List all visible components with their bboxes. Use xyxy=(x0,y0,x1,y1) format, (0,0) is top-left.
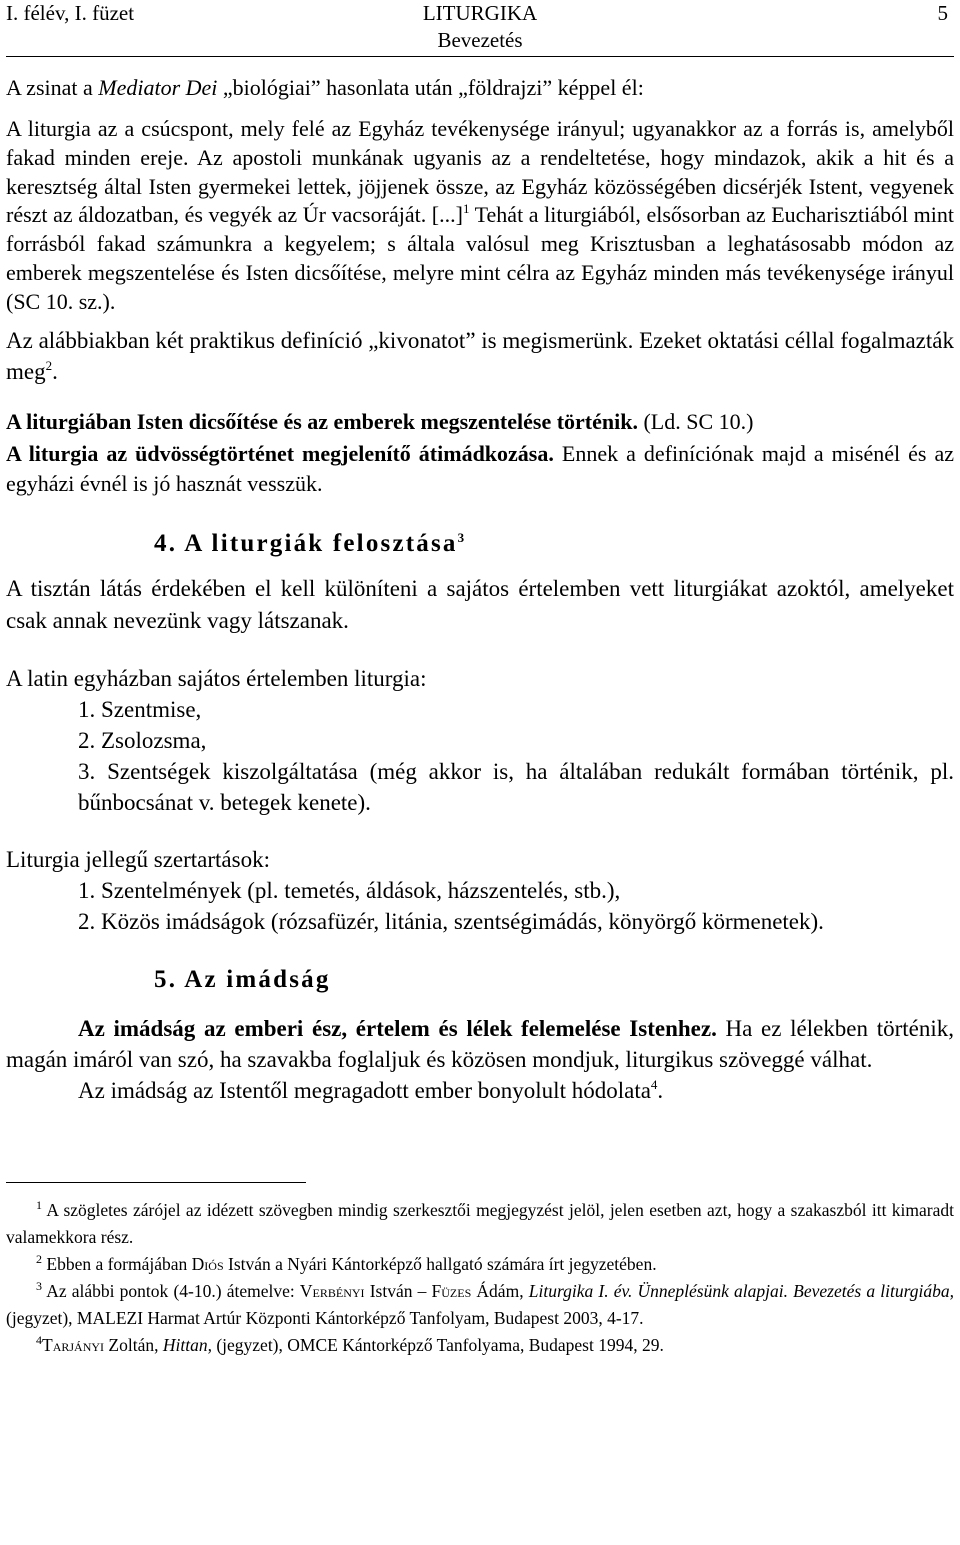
footnote-4: $^4$Tarjányi Zoltán, Hittan, (jegyzet), OMCE Kántorképző Tanfolyama, Budapest 1994, 29. xyxy=(36,1332,664,1355)
quote-paragraph: A liturgia az a csúcspont, mely felé az Egyház tevékenysége irányul; ugyanakkor az a forrás is, amelyből fakad minden ereje. Az apostoli munkának ugyanis az a rendeltetése, hogy mindazok, akik a hit és a keresztség által Isten gyermekei lettek, jöjjenek össze, az Egyház közösségében dicsérjék Istent, vegyenek részt az áldozatban, és vegyék az Úr vacsoráját. [...]$^1$ Tehát a liturgiából, elsősorban az Eucharisztiából mint forrásból fakad számunkra a kegyelem; s általa valósul meg Krisztusban a leghatásosabb módon az emberek megszentelése és Isten dicsőítése, melyre mint célra az Egyház minden más tevékenysége irányul (SC 10. sz.). xyxy=(6,116,955,314)
latin-liturgy-intro: A latin egyházban sajátos értelemben liturgia: xyxy=(6,665,427,691)
intro-line: A zsinat a Mediator Dei „biológiai” hasonlata után „földrajzi” képpel él: xyxy=(6,75,644,100)
footnote-ref-3: 3 xyxy=(457,529,467,545)
footnote-ref-1: 1 xyxy=(462,201,470,217)
footnote-3: $^3$ Az alábbi pontok (4-10.) átemelve: Verbényi István – Füzes Ádám, Liturgika I. év. Ünneplésünk alapjai. Bevezetés a liturgiába, (jegyzet), MALEZI Harmat Artúr Központi Kántorképző Tanfolyam, Budapest 2003, 4-17. xyxy=(6,1278,954,1328)
page-header xyxy=(6,0,954,57)
section-4-heading: 4. A liturgiák felosztása$^3$ xyxy=(154,529,467,557)
definition-2: A liturgia az üdvösségtörténet megjelenítő átimádkozása. Ennek a definíciónak majd a misénél és az egyházi évnél is jó hasznát vesszük. xyxy=(6,440,955,496)
section-5-heading: 5. Az imádság xyxy=(154,965,331,993)
liturgy-like-list xyxy=(6,875,954,937)
footnotes xyxy=(6,1197,954,1359)
list-item: 1. Szentmise, xyxy=(78,696,202,722)
footnote-divider xyxy=(6,1182,306,1183)
liturgy-like-intro: Liturgia jellegű szertartások: xyxy=(6,846,270,872)
header-center xyxy=(6,0,954,54)
list-item: 1. Szentelmények (pl. temetés, áldások, házszentelés, stb.), xyxy=(78,877,621,903)
header-title: LITURGIKA xyxy=(422,1,538,25)
header-left: I. félév, I. füzet xyxy=(6,1,135,25)
prayer-definition: Az imádság az emberi ész, értelem és lélek felemelése Istenhez. Ha ez lélekben történik, magán imáról van szó, ha szavakba foglaljuk és közösen mondjuk, liturgikus szöveggé válhat. xyxy=(6,1015,954,1072)
list-item: 2. Zsolozsma, xyxy=(78,727,207,753)
latin-liturgy-list xyxy=(6,694,954,818)
footnote-1: $^1$ A szögletes zárójel az idézett szövegben mindig szerkesztői megjegyzést jelöl, jelen esetben azt, hogy a szakaszból itt kimaradt valamekkora rész. xyxy=(6,1197,954,1247)
page-number: 5 xyxy=(937,1,948,25)
definition-1: A liturgiában Isten dicsőítése és az emberek megszentelése történik. (Ld. SC 10.) xyxy=(6,408,754,434)
list-item: 3. Szentségek kiszolgáltatása (még akkor is, ha általában redukált formában történik, pl. bűnbocsánat v. betegek kenete). xyxy=(78,758,954,815)
header-subtitle: Bevezetés xyxy=(437,28,523,52)
section-4-paragraph: A tisztán látás érdekében el kell különíteni a sajátos értelemben vett liturgiákat azoktól, amelyeket csak annak nevezünk vagy látszanak. xyxy=(6,575,954,633)
definitions-intro: Az alábbiakban két praktikus definíció „kivonatot” is megismerünk. Ezeket oktatási céllal fogalmazták meg$^2$. xyxy=(6,327,954,384)
footnote-ref-2: 2 xyxy=(45,357,53,373)
list-item: 2. Közös imádságok (rózsafüzér, litánia, szentségimádás, könyörgő körmenetek). xyxy=(78,908,824,934)
prayer-definition-2: Az imádság az Istentől megragadott ember bonyolult hódolata$^4$. xyxy=(78,1076,664,1103)
footnote-2: $^2$ Ebben a formájában Diós István a Nyári Kántorképző hallgató számára írt jegyzetében. xyxy=(36,1251,657,1274)
intro-italic: Mediator Dei xyxy=(98,75,218,100)
footnote-ref-4: 4 xyxy=(650,1076,658,1092)
